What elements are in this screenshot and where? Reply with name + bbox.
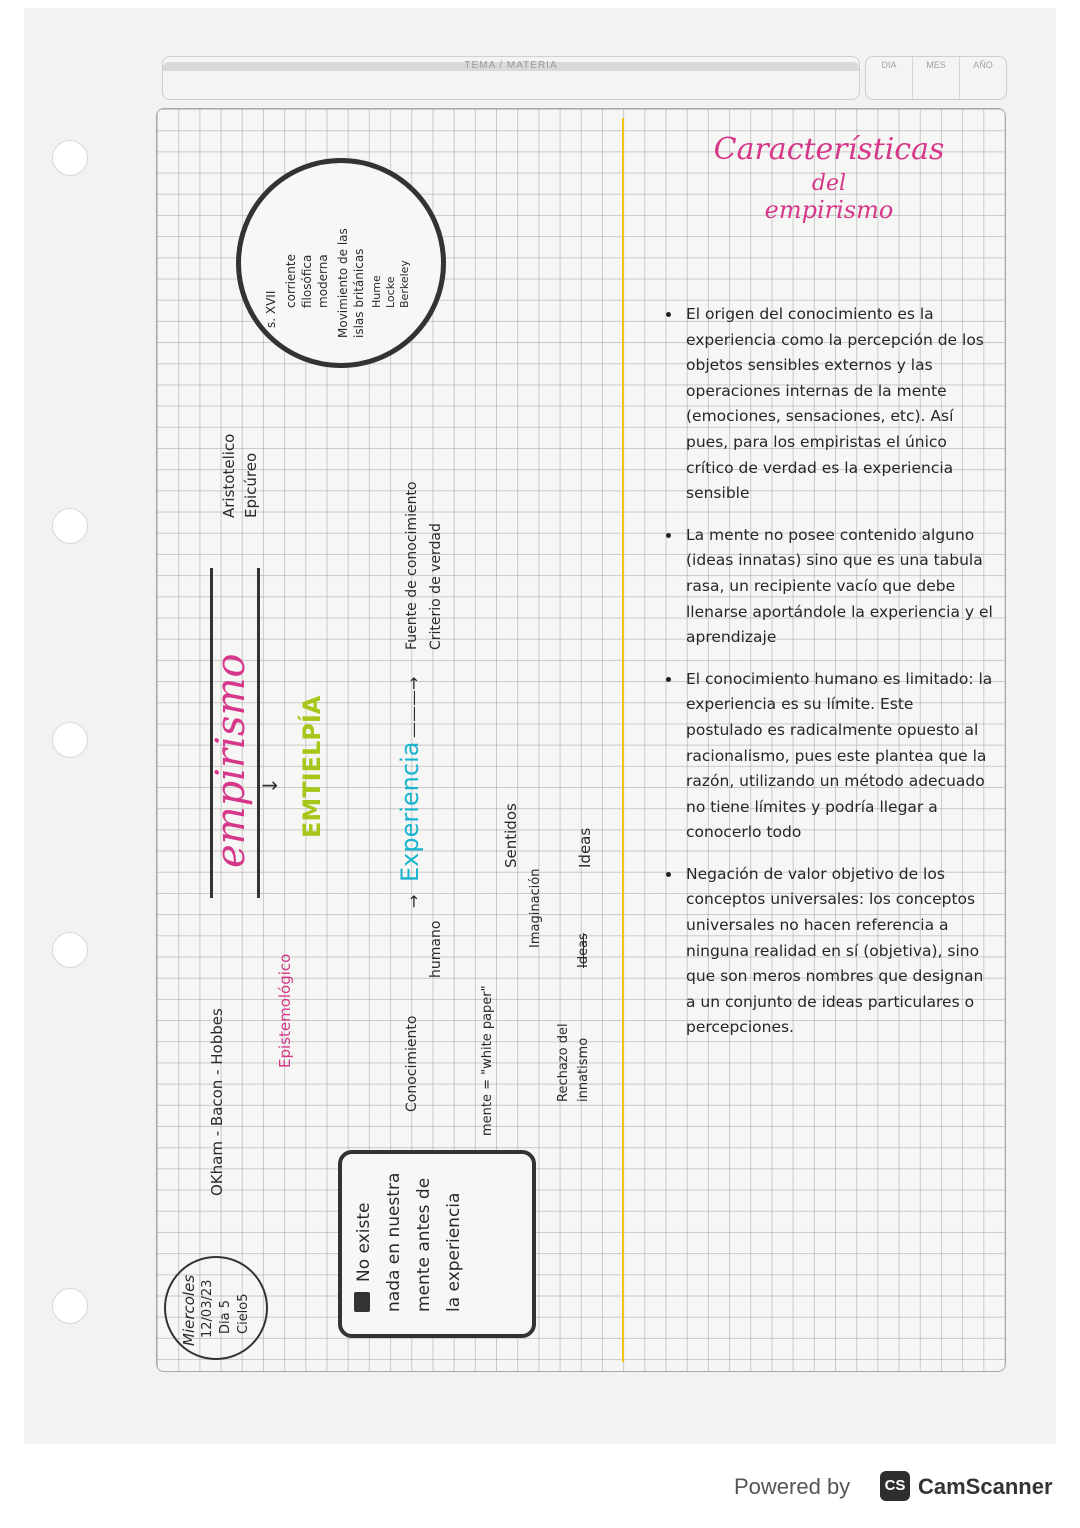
list-item <box>664 862 994 1041</box>
arrow-right-1: → <box>404 894 423 908</box>
camscanner-brand: CamScanner <box>918 1474 1053 1499</box>
characteristics-title <box>664 132 994 224</box>
date-cell-day: DIA <box>866 57 913 99</box>
note-line-4: la experiencia <box>444 1192 464 1312</box>
list-item-text: El conocimiento humano es limitado: la experiencia es su límite. Este postulado es radicalmente opuesto al racionalismo, pues este plantea que la razón, utilizando un método adecuado no tiene límites y podría llegar a conocerlo todo <box>686 669 993 842</box>
camscanner-logo-icon: CS <box>880 1471 910 1501</box>
bubble-line-2: corriente <box>284 253 298 308</box>
binder-hole <box>52 932 88 968</box>
list-item <box>664 667 994 846</box>
label-epistemologico: Epistemológico <box>276 953 294 1068</box>
date-stamp-dia: Dia 5 <box>218 1300 233 1334</box>
list-item-text: Negación de valor objetivo de los conceptos universales: los conceptos universales no hacen referencia a ninguna realidad en sí (objetiva), sino que son meros nombres que designan a un conjunto de ideas particulares o percepciones. <box>686 864 984 1037</box>
mind-map <box>158 112 618 1368</box>
list-item-text: La mente no posee contenido alguno (ideas innatas) sino que es una tabula rasa, un recipiente vacío que debe llenarse aportándole la experiencia y el aprendizaje <box>686 525 993 647</box>
powered-by-text: Powered by <box>734 1474 851 1499</box>
bubble-line-5: Movimiento de las <box>336 228 350 338</box>
subject-header-label: TEMA / MATERIA <box>464 60 558 71</box>
label-experiencia: Experiencia <box>396 741 424 882</box>
authors-aristotelico: Aristotelico <box>220 433 238 518</box>
bubble-line-6: islas británicas <box>352 248 366 338</box>
label-ideas: Ideas <box>576 827 594 868</box>
label-criterio: Criterio de verdad <box>428 523 444 650</box>
note-line-1: No existe <box>354 1202 374 1282</box>
title-line-2: del <box>811 171 847 196</box>
title-line-1: Características <box>713 132 945 167</box>
date-stamp-day: Miercoles <box>180 1274 198 1346</box>
note-line-3: mente antes de <box>414 1177 434 1312</box>
date-stamp-ciclo: Cielo5 <box>236 1293 251 1334</box>
label-empeiria: EMTIELPÍA <box>298 695 326 838</box>
label-ideas-crossed: Ideas <box>576 933 591 968</box>
title-line-3: empirismo <box>764 196 894 224</box>
label-humano: humano <box>428 920 444 978</box>
bubble-line-1: s. XVII <box>264 290 278 328</box>
date-cell-year: AÑO <box>973 60 993 70</box>
label-conocimiento: Conocimiento <box>404 1015 420 1112</box>
characteristics-list <box>664 302 994 1057</box>
bubble-line-8: Locke <box>384 276 397 308</box>
note-icon <box>354 1292 370 1312</box>
bubble-line-9: Berkeley <box>398 260 411 308</box>
list-item <box>664 523 994 651</box>
title-empirismo: empirismo <box>208 653 254 868</box>
label-sentidos: Sentidos <box>502 803 520 868</box>
bubble-line-7: Hume <box>370 275 383 308</box>
binder-hole <box>52 722 88 758</box>
label-mente: mente = "white paper" <box>480 985 495 1136</box>
binder-hole <box>52 140 88 176</box>
date-box <box>865 56 1007 100</box>
label-rechazo: Rechazo del <box>556 1023 571 1102</box>
list-item <box>664 302 994 507</box>
arrow-down-1: ↓ <box>258 777 282 794</box>
binder-hole <box>52 508 88 544</box>
binder-hole <box>52 1288 88 1324</box>
label-fuente: Fuente de conocimiento <box>404 481 420 650</box>
authors-epicureo: Epicúreo <box>242 452 260 518</box>
date-stamp-date: 12/03/23 <box>200 1279 215 1338</box>
subject-header <box>162 56 860 100</box>
label-innatismo: innatismo <box>576 1037 591 1102</box>
label-imaginacion: Imaginación <box>528 868 543 948</box>
list-item-text: El origen del conocimiento es la experiencia como la percepción de los objetos sensibles externos y las operaciones internas de la mente (emociones, sensaciones, etc). Así pues, para los empiristas el único crítico de verdad es la experiencia sensible <box>686 305 984 503</box>
bubble-line-3: filosófica <box>300 254 314 308</box>
authors-row: OKham - Bacon - Hobbes <box>208 1008 226 1196</box>
column-divider <box>622 118 624 1362</box>
date-cell-month: MES <box>913 57 960 99</box>
note-line-2: nada en nuestra <box>384 1172 404 1312</box>
arrow-right-2: ———→ <box>404 676 423 738</box>
bubble-line-4: moderna <box>316 254 330 308</box>
